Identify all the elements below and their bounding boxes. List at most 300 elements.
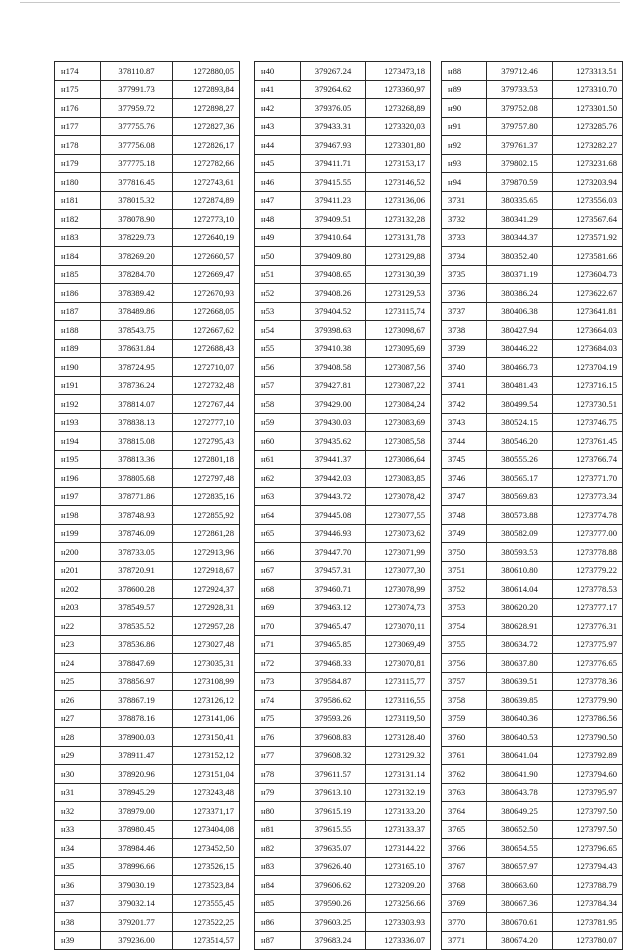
coord-y-cell: 1273095,69 <box>366 339 431 358</box>
point-id-cell: н82 <box>255 839 301 858</box>
coord-y-cell: 1273133.37 <box>366 820 431 839</box>
point-id-cell: н45 <box>255 154 301 173</box>
table-row <box>255 376 431 395</box>
coord-x-cell: 379611.57 <box>301 765 366 784</box>
coord-x-cell: 380628.91 <box>487 617 553 636</box>
coord-y-cell: 1273664.03 <box>553 321 623 340</box>
coord-x-cell: 380582.09 <box>487 524 553 543</box>
coord-y-cell: 1273766.74 <box>553 450 623 469</box>
coord-y-cell: 1273303.93 <box>366 913 431 932</box>
coord-y-cell: 1273320,03 <box>366 117 431 136</box>
point-id-cell: н57 <box>255 376 301 395</box>
table-row <box>442 617 623 636</box>
point-id-cell: 3758 <box>442 691 487 710</box>
point-id-cell: н181 <box>55 191 101 210</box>
table-row <box>255 247 431 266</box>
table-row <box>255 617 431 636</box>
point-id-cell: 3756 <box>442 654 487 673</box>
point-id-cell: н70 <box>255 617 301 636</box>
table-row <box>55 598 240 617</box>
coord-y-cell: 1272669,47 <box>173 265 240 284</box>
coord-y-cell: 1273203.94 <box>553 173 623 192</box>
table-row <box>255 80 431 99</box>
coord-y-cell: 1273116,55 <box>366 691 431 710</box>
coord-y-cell: 1273761.45 <box>553 432 623 451</box>
table-row <box>442 746 623 765</box>
table-row <box>255 265 431 284</box>
coord-y-cell: 1273778.36 <box>553 672 623 691</box>
coord-y-cell: 1273313.51 <box>553 62 623 81</box>
table-row <box>55 876 240 895</box>
table-row <box>255 894 431 913</box>
coord-y-cell: 1273777.00 <box>553 524 623 543</box>
table-row <box>442 191 623 210</box>
table-row <box>442 709 623 728</box>
coord-y-cell: 1273086,64 <box>366 450 431 469</box>
table-row <box>442 672 623 691</box>
coord-x-cell: 379441.37 <box>301 450 366 469</box>
point-id-cell: 3742 <box>442 395 487 414</box>
coord-y-cell: 1273684.03 <box>553 339 623 358</box>
coord-y-cell: 1273144.22 <box>366 839 431 858</box>
coord-y-cell: 1273128.40 <box>366 728 431 747</box>
point-id-cell: 3745 <box>442 450 487 469</box>
point-id-cell: н93 <box>442 154 487 173</box>
coord-x-cell: 380652.50 <box>487 820 553 839</box>
table-row <box>442 284 623 303</box>
point-id-cell: н54 <box>255 321 301 340</box>
point-id-cell: н177 <box>55 117 101 136</box>
coord-y-cell: 1273771.70 <box>553 469 623 488</box>
coord-y-cell: 1273779.22 <box>553 561 623 580</box>
coord-y-cell: 1273165.10 <box>366 857 431 876</box>
coord-x-cell: 379608.83 <box>301 728 366 747</box>
table-row <box>55 154 240 173</box>
point-id-cell: 3770 <box>442 913 487 932</box>
coord-y-cell: 1273087,56 <box>366 358 431 377</box>
coord-x-cell: 380620.20 <box>487 598 553 617</box>
point-id-cell: н50 <box>255 247 301 266</box>
coord-x-cell: 380674.20 <box>487 931 553 950</box>
coord-x-cell: 380481.43 <box>487 376 553 395</box>
table-row <box>255 635 431 654</box>
table-row <box>55 783 240 802</box>
coord-y-cell: 1272688,43 <box>173 339 240 358</box>
table-row <box>255 709 431 728</box>
table-row <box>442 506 623 525</box>
coord-x-cell: 379410.38 <box>301 339 366 358</box>
coord-y-cell: 1273797.50 <box>553 820 623 839</box>
coord-x-cell: 379752.08 <box>487 99 553 118</box>
table-row <box>55 524 240 543</box>
table-row <box>442 580 623 599</box>
coordinate-table-middle <box>254 61 431 950</box>
coord-y-cell: 1272743,61 <box>173 173 240 192</box>
coord-x-cell: 379463.12 <box>301 598 366 617</box>
point-id-cell: н31 <box>55 783 101 802</box>
table-row <box>442 80 623 99</box>
point-id-cell: н174 <box>55 62 101 81</box>
point-id-cell: н35 <box>55 857 101 876</box>
table-row <box>442 691 623 710</box>
coord-y-cell: 1273115,77 <box>366 672 431 691</box>
table-row <box>442 210 623 229</box>
table-row <box>55 136 240 155</box>
table-row <box>442 876 623 895</box>
coord-x-cell: 378489.86 <box>101 302 173 321</box>
coord-x-cell: 379201.77 <box>101 913 173 932</box>
table-row <box>255 728 431 747</box>
coord-x-cell: 380546.20 <box>487 432 553 451</box>
coord-x-cell: 379608.32 <box>301 746 366 765</box>
coord-x-cell: 380344.37 <box>487 228 553 247</box>
coord-x-cell: 378979.00 <box>101 802 173 821</box>
coordinate-table-left <box>54 61 240 950</box>
coord-y-cell: 1273084,24 <box>366 395 431 414</box>
coord-x-cell: 378867.19 <box>101 691 173 710</box>
coord-y-cell: 1272667,62 <box>173 321 240 340</box>
coord-x-cell: 380341.29 <box>487 210 553 229</box>
coord-x-cell: 380639.51 <box>487 672 553 691</box>
point-id-cell: н201 <box>55 561 101 580</box>
coord-x-cell: 380639.85 <box>487 691 553 710</box>
point-id-cell: н180 <box>55 173 101 192</box>
coord-y-cell: 1273074,73 <box>366 598 431 617</box>
coord-y-cell: 1273131.14 <box>366 765 431 784</box>
coord-x-cell: 380654.55 <box>487 839 553 858</box>
coord-y-cell: 1273794.43 <box>553 857 623 876</box>
coord-x-cell: 379236.00 <box>101 931 173 950</box>
coord-x-cell: 380524.15 <box>487 413 553 432</box>
coord-x-cell: 378389.42 <box>101 284 173 303</box>
table-row <box>255 487 431 506</box>
coord-y-cell: 1273775.97 <box>553 635 623 654</box>
coord-y-cell: 1273641.81 <box>553 302 623 321</box>
table-row <box>55 358 240 377</box>
table-row <box>255 62 431 81</box>
coord-x-cell: 378838.13 <box>101 413 173 432</box>
table-row <box>255 820 431 839</box>
coord-y-cell: 1273153,17 <box>366 154 431 173</box>
table-row <box>55 99 240 118</box>
table-row <box>255 432 431 451</box>
coord-x-cell: 380569.83 <box>487 487 553 506</box>
coord-y-cell: 1272855,92 <box>173 506 240 525</box>
point-id-cell: н178 <box>55 136 101 155</box>
coord-y-cell: 1273581.66 <box>553 247 623 266</box>
coord-y-cell: 1273115,74 <box>366 302 431 321</box>
table-row <box>442 173 623 192</box>
table-row <box>55 265 240 284</box>
coord-y-cell: 1273371,17 <box>173 802 240 821</box>
table-row <box>255 302 431 321</box>
point-id-cell: 3739 <box>442 339 487 358</box>
coord-x-cell: 379465.85 <box>301 635 366 654</box>
table-row <box>55 62 240 81</box>
coord-y-cell: 1273073,62 <box>366 524 431 543</box>
table-row <box>255 358 431 377</box>
coord-x-cell: 379593.26 <box>301 709 366 728</box>
table-row <box>55 191 240 210</box>
point-id-cell: н68 <box>255 580 301 599</box>
point-id-cell: 3764 <box>442 802 487 821</box>
coord-x-cell: 378631.84 <box>101 339 173 358</box>
coord-x-cell: 378229.73 <box>101 228 173 247</box>
coord-y-cell: 1273083,85 <box>366 469 431 488</box>
coord-x-cell: 379446.93 <box>301 524 366 543</box>
coord-y-cell: 1273786.56 <box>553 709 623 728</box>
coord-x-cell: 379802.15 <box>487 154 553 173</box>
point-id-cell: н41 <box>255 80 301 99</box>
coord-x-cell: 379613.10 <box>301 783 366 802</box>
coord-x-cell: 380640.36 <box>487 709 553 728</box>
coord-y-cell: 1272640,19 <box>173 228 240 247</box>
table-row <box>55 413 240 432</box>
coord-y-cell: 1273069,49 <box>366 635 431 654</box>
coord-y-cell: 1273567.64 <box>553 210 623 229</box>
point-id-cell: н86 <box>255 913 301 932</box>
point-id-cell: н64 <box>255 506 301 525</box>
coord-x-cell: 379408.65 <box>301 265 366 284</box>
table-row <box>442 450 623 469</box>
point-id-cell: н55 <box>255 339 301 358</box>
table-row <box>442 413 623 432</box>
coord-y-cell: 1273070,81 <box>366 654 431 673</box>
coord-y-cell: 1273523,84 <box>173 876 240 895</box>
point-id-cell: н83 <box>255 857 301 876</box>
coord-x-cell: 380663.60 <box>487 876 553 895</box>
coord-x-cell: 378736.24 <box>101 376 173 395</box>
table-row <box>442 99 623 118</box>
coord-x-cell: 380371.19 <box>487 265 553 284</box>
point-id-cell: н48 <box>255 210 301 229</box>
point-id-cell: н90 <box>442 99 487 118</box>
coord-x-cell: 378720.91 <box>101 561 173 580</box>
coord-x-cell: 378110.87 <box>101 62 173 81</box>
point-id-cell: н34 <box>55 839 101 858</box>
point-id-cell: н187 <box>55 302 101 321</box>
coord-y-cell: 1272767,44 <box>173 395 240 414</box>
table-row <box>442 339 623 358</box>
point-id-cell: 3731 <box>442 191 487 210</box>
coord-y-cell: 1273141,06 <box>173 709 240 728</box>
table-row <box>255 136 431 155</box>
point-id-cell: 3737 <box>442 302 487 321</box>
table-row <box>255 857 431 876</box>
point-id-cell: н191 <box>55 376 101 395</box>
coord-y-cell: 1272880,05 <box>173 62 240 81</box>
coord-y-cell: 1273108,99 <box>173 672 240 691</box>
coord-x-cell: 380637.80 <box>487 654 553 673</box>
point-id-cell: н56 <box>255 358 301 377</box>
coord-y-cell: 1273146,52 <box>366 173 431 192</box>
coord-y-cell: 1273085,58 <box>366 432 431 451</box>
table-row <box>55 802 240 821</box>
point-id-cell: н37 <box>55 894 101 913</box>
table-row <box>55 839 240 858</box>
coord-y-cell: 1273526,15 <box>173 857 240 876</box>
point-id-cell: н84 <box>255 876 301 895</box>
point-id-cell: 3746 <box>442 469 487 488</box>
coord-y-cell: 1273231.68 <box>553 154 623 173</box>
coord-x-cell: 378269.20 <box>101 247 173 266</box>
coord-y-cell: 1273150,41 <box>173 728 240 747</box>
point-id-cell: 3749 <box>442 524 487 543</box>
point-id-cell: н65 <box>255 524 301 543</box>
coord-y-cell: 1272918,67 <box>173 561 240 580</box>
coord-x-cell: 379733.53 <box>487 80 553 99</box>
point-id-cell: н58 <box>255 395 301 414</box>
table-row <box>255 598 431 617</box>
coord-y-cell: 1273792.89 <box>553 746 623 765</box>
coord-y-cell: 1273129,53 <box>366 284 431 303</box>
coord-x-cell: 378549.57 <box>101 598 173 617</box>
coord-x-cell: 378900.03 <box>101 728 173 747</box>
coord-x-cell: 377775.18 <box>101 154 173 173</box>
table-row <box>255 395 431 414</box>
table-row <box>255 524 431 543</box>
table-row <box>255 561 431 580</box>
coord-y-cell: 1272861,28 <box>173 524 240 543</box>
coord-y-cell: 1273796.65 <box>553 839 623 858</box>
coord-y-cell: 1273336.07 <box>366 931 431 950</box>
coord-y-cell: 1273077,30 <box>366 561 431 580</box>
coord-x-cell: 378733.05 <box>101 543 173 562</box>
point-id-cell: н91 <box>442 117 487 136</box>
table-row <box>55 913 240 932</box>
point-id-cell: 3732 <box>442 210 487 229</box>
table-row <box>255 913 431 932</box>
table-row <box>55 672 240 691</box>
coord-x-cell: 379447.70 <box>301 543 366 562</box>
coord-x-cell: 379411.23 <box>301 191 366 210</box>
point-id-cell: н77 <box>255 746 301 765</box>
coord-x-cell: 380446.22 <box>487 339 553 358</box>
table-row <box>255 672 431 691</box>
coord-x-cell: 378920.96 <box>101 765 173 784</box>
point-id-cell: 3757 <box>442 672 487 691</box>
coord-y-cell: 1272795,43 <box>173 432 240 451</box>
coord-y-cell: 1273571.92 <box>553 228 623 247</box>
point-id-cell: 3747 <box>442 487 487 506</box>
coord-x-cell: 378724.95 <box>101 358 173 377</box>
table-row <box>255 284 431 303</box>
coord-x-cell: 377959.72 <box>101 99 173 118</box>
table-row <box>55 654 240 673</box>
coord-y-cell: 1272782,66 <box>173 154 240 173</box>
table-row <box>255 469 431 488</box>
point-id-cell: 3754 <box>442 617 487 636</box>
coord-x-cell: 377816.45 <box>101 173 173 192</box>
table-row <box>55 746 240 765</box>
coord-y-cell: 1273604.73 <box>553 265 623 284</box>
point-id-cell: н62 <box>255 469 301 488</box>
coord-x-cell: 380352.40 <box>487 247 553 266</box>
coord-y-cell: 1272835,16 <box>173 487 240 506</box>
coord-y-cell: 1272773,10 <box>173 210 240 229</box>
point-id-cell: 3735 <box>442 265 487 284</box>
point-id-cell: 3771 <box>442 931 487 950</box>
coord-x-cell: 379590.26 <box>301 894 366 913</box>
point-id-cell: н51 <box>255 265 301 284</box>
coord-x-cell: 379457.31 <box>301 561 366 580</box>
table-row <box>55 561 240 580</box>
coord-y-cell: 1273035,31 <box>173 654 240 673</box>
coordinate-table-right <box>441 61 623 950</box>
coord-y-cell: 1273071,99 <box>366 543 431 562</box>
coord-y-cell: 1273209.20 <box>366 876 431 895</box>
table-row <box>442 395 623 414</box>
point-id-cell: н189 <box>55 339 101 358</box>
table-row <box>255 802 431 821</box>
coord-x-cell: 379467.93 <box>301 136 366 155</box>
coord-x-cell: 379264.62 <box>301 80 366 99</box>
point-id-cell: н30 <box>55 765 101 784</box>
table-row <box>442 321 623 340</box>
coord-x-cell: 379584.87 <box>301 672 366 691</box>
table-row <box>255 117 431 136</box>
point-id-cell: н200 <box>55 543 101 562</box>
coord-y-cell: 1273774.78 <box>553 506 623 525</box>
table-row <box>55 117 240 136</box>
table-row <box>55 321 240 340</box>
point-id-cell: н38 <box>55 913 101 932</box>
coord-x-cell: 380555.26 <box>487 450 553 469</box>
coord-y-cell: 1273129,88 <box>366 247 431 266</box>
point-id-cell: н192 <box>55 395 101 414</box>
point-id-cell: н26 <box>55 691 101 710</box>
coord-y-cell: 1273778.88 <box>553 543 623 562</box>
table-row <box>442 469 623 488</box>
coord-y-cell: 1273781.95 <box>553 913 623 932</box>
point-id-cell: н76 <box>255 728 301 747</box>
coord-y-cell: 1273452,50 <box>173 839 240 858</box>
coord-x-cell: 380614.04 <box>487 580 553 599</box>
coord-y-cell: 1273131,78 <box>366 228 431 247</box>
coord-x-cell: 379409.80 <box>301 247 366 266</box>
table-row <box>442 802 623 821</box>
table-row <box>55 339 240 358</box>
coord-y-cell: 1273780.07 <box>553 931 623 950</box>
table-row <box>255 228 431 247</box>
coord-y-cell: 1273360,97 <box>366 80 431 99</box>
point-id-cell: 3748 <box>442 506 487 525</box>
coord-y-cell: 1273301,80 <box>366 136 431 155</box>
table-row <box>255 339 431 358</box>
point-id-cell: н94 <box>442 173 487 192</box>
point-id-cell: 3734 <box>442 247 487 266</box>
coord-x-cell: 380657.97 <box>487 857 553 876</box>
coord-y-cell: 1273077,55 <box>366 506 431 525</box>
table-row <box>255 839 431 858</box>
table-row <box>442 302 623 321</box>
coord-x-cell: 379465.47 <box>301 617 366 636</box>
point-id-cell: 3736 <box>442 284 487 303</box>
table-row <box>442 117 623 136</box>
table-row <box>55 247 240 266</box>
point-id-cell: 3744 <box>442 432 487 451</box>
coord-y-cell: 1272777,10 <box>173 413 240 432</box>
coord-y-cell: 1273136,06 <box>366 191 431 210</box>
coord-y-cell: 1272893,84 <box>173 80 240 99</box>
point-id-cell: н78 <box>255 765 301 784</box>
point-id-cell: н88 <box>442 62 487 81</box>
table-row <box>255 691 431 710</box>
coord-y-cell: 1273152,12 <box>173 746 240 765</box>
table-row <box>442 228 623 247</box>
coord-y-cell: 1273622.67 <box>553 284 623 303</box>
point-id-cell: н74 <box>255 691 301 710</box>
